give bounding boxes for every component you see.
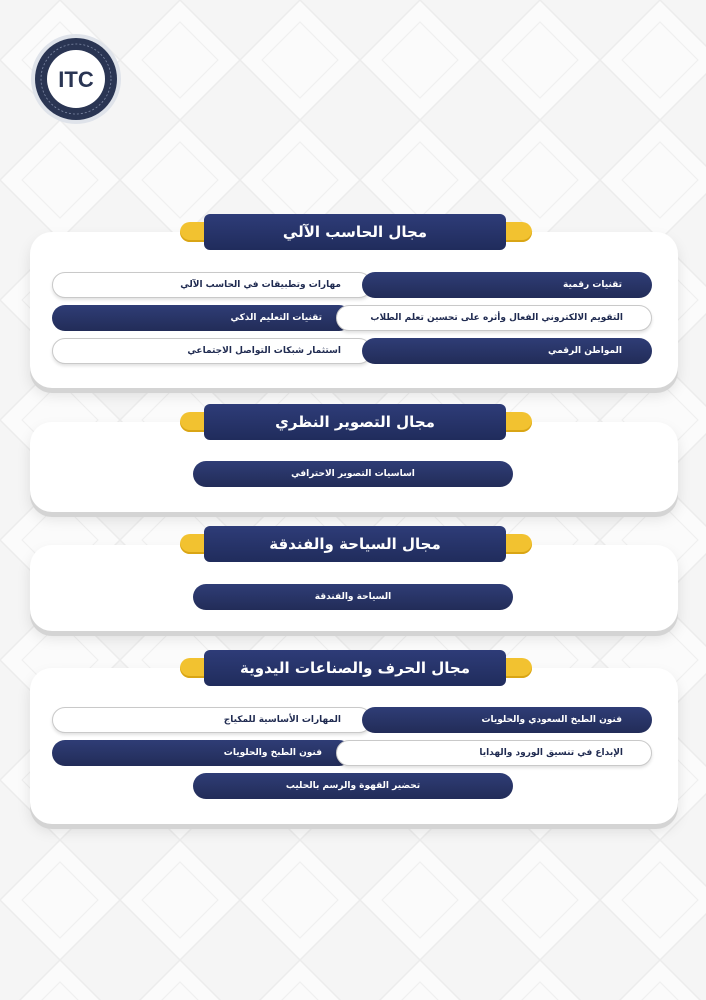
section-header-photography (0, 404, 706, 440)
course-item[interactable]: استثمار شبكات التواصل الاجتماعي (52, 338, 372, 364)
course-item[interactable]: فنون الطبخ السعودي والحلويات (362, 707, 652, 733)
course-item[interactable]: المواطن الرقمي (362, 338, 652, 364)
svg-text:ITC: ITC (58, 67, 94, 92)
course-item[interactable]: الإبداع في تنسيق الورود والهدايا (336, 740, 652, 766)
course-item[interactable]: السياحة والفندقة (193, 584, 513, 610)
course-item[interactable]: المهارات الأساسية للمكياج (52, 707, 372, 733)
section-header-tourism (0, 526, 706, 562)
section-title: مجال الحاسب الآلي (204, 214, 506, 250)
course-item[interactable]: فنون الطبخ والحلويات (52, 740, 352, 766)
itc-logo (30, 33, 122, 125)
course-item[interactable]: تقنيات التعليم الذكي (52, 305, 352, 331)
course-item[interactable]: تحضير القهوة والرسم بالحليب (193, 773, 513, 799)
section-title: مجال الحرف والصناعات اليدوية (204, 650, 506, 686)
course-item[interactable]: مهارات وتطبيقات في الحاسب الآلي (52, 272, 372, 298)
section-title: مجال السياحة والفندقة (204, 526, 506, 562)
section-header-crafts (0, 650, 706, 686)
section-title: مجال التصوير النظري (204, 404, 506, 440)
course-item[interactable]: التقويم الالكتروني الفعال وأثره على تحسين تعلم الطلاب (336, 305, 652, 331)
course-item[interactable]: تقنيات رقمية (362, 272, 652, 298)
section-header-computer (0, 214, 706, 250)
course-item[interactable]: اساسيات التصوير الاحترافي (193, 461, 513, 487)
